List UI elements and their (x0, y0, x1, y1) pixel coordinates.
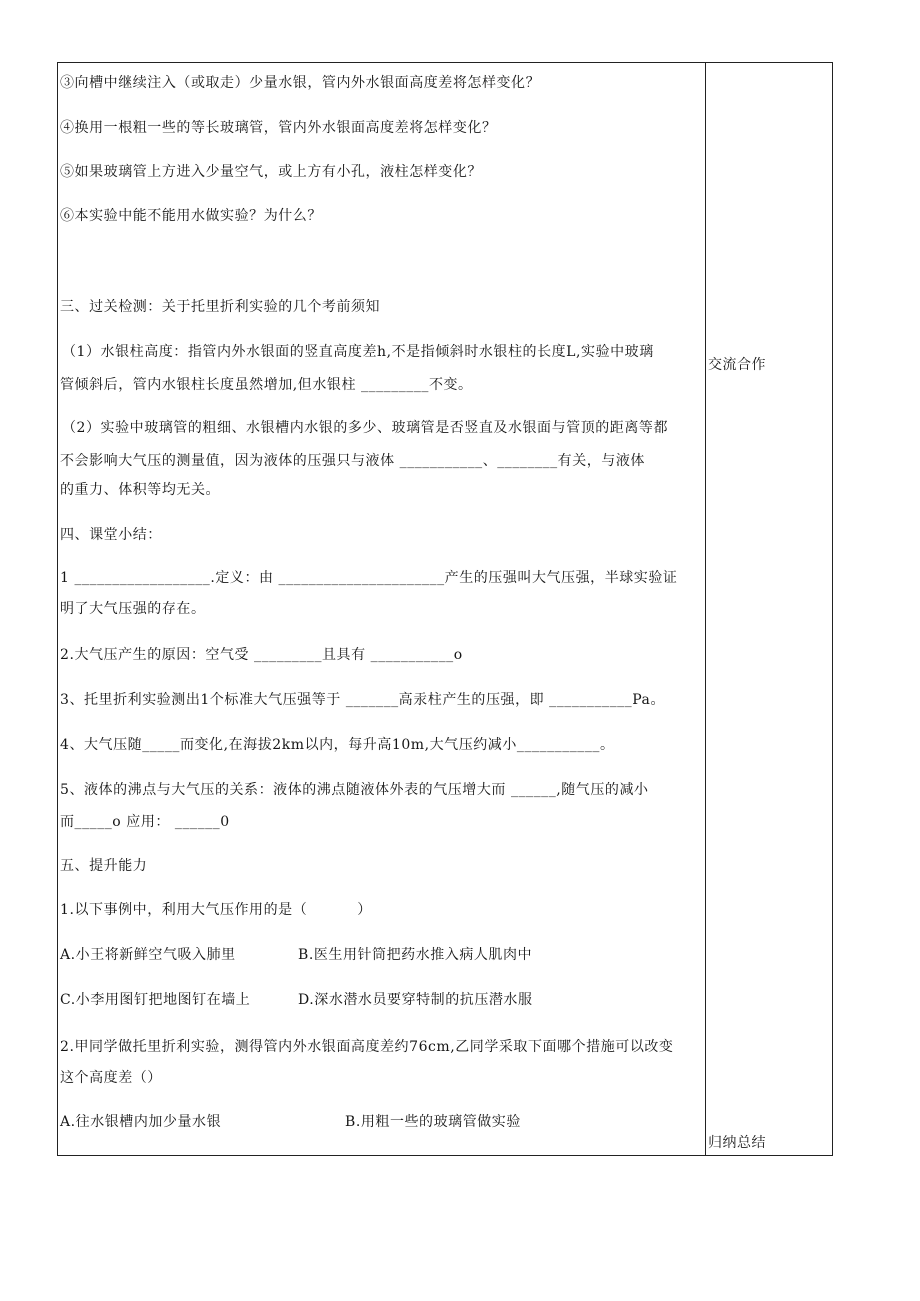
sidebar-label-cooperation: 交流合作 (708, 357, 766, 373)
exercise-1-option-d: D.深水潜水员要穿特制的抗压潜水服 (298, 992, 533, 1008)
summary-line-2: 明了大气压强的存在。 (60, 601, 206, 617)
summary-line-3: 2.大气压产生的原因：空气受 _________且具有 ___________o (60, 647, 463, 663)
question-4: ④换用一根粗一些的等长玻璃管，管内外水银面高度差将怎样变化？ (60, 120, 497, 136)
exercise-1-option-a: A.小王将新鲜空气吸入肺里 (60, 947, 236, 963)
summary-line-4: 3、托里折利实验测出1个标准大气压强等于 _______高汞柱产生的压强，即 ___________Pa。 (60, 692, 666, 708)
section3-item2-line1: （2）实验中玻璃管的粗细、水银槽内水银的多少、玻璃管是否竖直及水银面与管顶的距离等都 (62, 420, 669, 436)
exercise-2-question-line2: 这个高度差（） (60, 1070, 162, 1086)
section3-item2-line3: 的重力、体积等均无关。 (60, 482, 221, 498)
section3-title: 三、过关检测：关于托里折利实验的几个考前须知 (60, 299, 381, 315)
summary-line-1: 1 __________________.定义：由 ______________________产生的压强叫大气压强，半球实验证 (60, 570, 678, 586)
exercise-1-option-c: C.小李用图钉把地图钉在墙上 (60, 992, 251, 1008)
summary-line-6: 5、液体的沸点与大气压的关系：液体的沸点随液体外表的气压增大而 ______,随气压的减小 (60, 782, 649, 798)
question-5: ⑤如果玻璃管上方进入少量空气，或上方有小孔，液柱怎样变化？ (60, 164, 482, 180)
exercise-2-option-b: B.用粗一些的玻璃管做实验 (345, 1114, 521, 1130)
section4-title: 四、课堂小结： (60, 527, 162, 543)
section3-item1-line2: 管倾斜后，管内水银柱长度虽然增加,但水银柱 _________不变。 (60, 377, 473, 393)
summary-line-7: 而_____o 应用： ______0 (60, 814, 230, 830)
exercise-1-option-b: B.医生用针筒把药水推入病人肌肉中 (298, 947, 533, 963)
question-6: ⑥本实验中能不能用水做实验？为什么？ (60, 208, 322, 224)
sidebar-label-summary: 归纳总结 (708, 1135, 766, 1151)
section5-title: 五、提升能力 (60, 858, 148, 874)
section3-item2-line2: 不会影响大气压的测量值，因为液体的压强只与液体 ___________、________有关，与液体 (60, 453, 645, 469)
exercise-2-option-a: A.往水银槽内加少量水银 (60, 1114, 222, 1130)
question-3: ③向槽中继续注入（或取走）少量水银，管内外水银面高度差将怎样变化？ (60, 75, 541, 91)
summary-line-5: 4、大气压随_____而变化,在海拔2km以内，每升高10m,大气压约减小___________。 (60, 737, 615, 753)
exercise-2-question-line1: 2.甲同学做托里折利实验，测得管内外水银面高度差约76cm,乙同学采取下面哪个措施可以改变 (60, 1039, 674, 1055)
column-divider (705, 62, 706, 1155)
exercise-1-question: 1.以下事例中，利用大气压作用的是（ ） (60, 902, 372, 918)
section3-item1-line1: （1）水银柱高度：指管内外水银面的竖直高度差h,不是指倾斜时水银柱的长度L,实验中玻璃 (62, 344, 654, 360)
